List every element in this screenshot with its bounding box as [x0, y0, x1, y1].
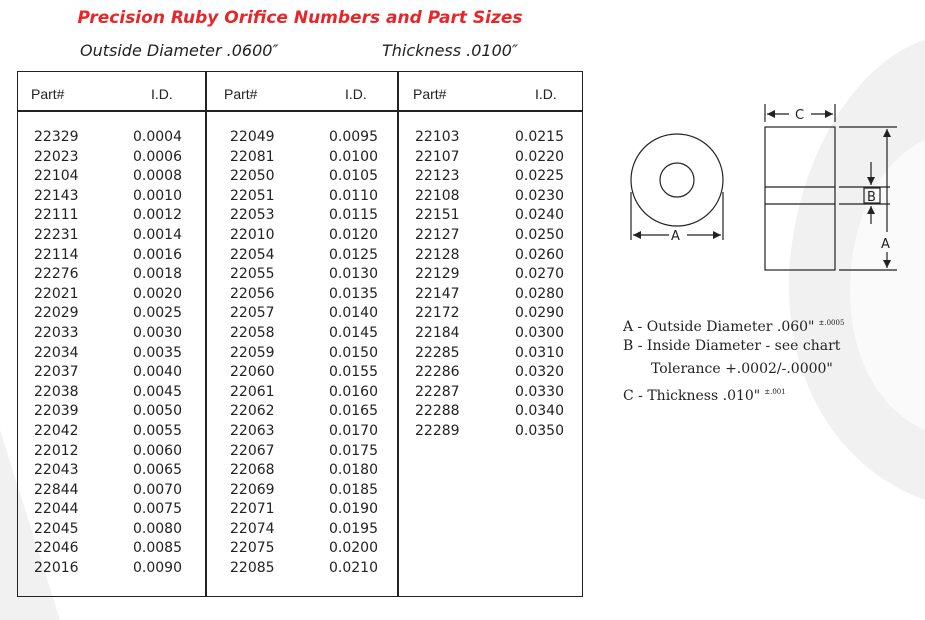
part-number-cell: 22053	[230, 207, 275, 224]
inside-diameter-cell: 0.0150	[329, 344, 378, 361]
part-number-cell: 22287	[415, 383, 460, 400]
dimension-notes	[623, 312, 844, 404]
part-number-cell: 22050	[230, 168, 275, 185]
header-id: I.D.	[345, 86, 367, 102]
inside-diameter-cell: 0.0016	[133, 246, 182, 263]
inside-diameter-cell: 0.0165	[329, 403, 378, 420]
inside-diameter-cell: 0.0014	[133, 226, 182, 243]
part-number-cell: 22123	[415, 168, 460, 185]
part-number-cell: 22038	[34, 383, 79, 400]
inside-diameter-cell: 0.0250	[515, 226, 564, 243]
dimension-c-label: C	[795, 108, 805, 123]
id-list	[329, 128, 378, 579]
header-divider	[18, 110, 582, 112]
inside-diameter-cell: 0.0105	[329, 168, 378, 185]
inside-diameter-cell: 0.0300	[515, 324, 564, 341]
header-part: Part#	[224, 86, 258, 102]
inside-diameter-cell: 0.0050	[133, 403, 182, 420]
part-number-cell: 22055	[230, 266, 275, 283]
inside-diameter-cell: 0.0185	[329, 481, 378, 498]
inside-diameter-cell: 0.0310	[515, 344, 564, 361]
column-divider	[397, 72, 399, 596]
inside-diameter-cell: 0.0075	[133, 501, 182, 518]
inside-diameter-cell: 0.0125	[329, 246, 378, 263]
part-number-cell: 22039	[34, 403, 79, 420]
header-part: Part#	[31, 86, 65, 102]
inside-diameter-cell: 0.0270	[515, 266, 564, 283]
inside-diameter-cell: 0.0225	[515, 168, 564, 185]
inside-diameter-cell: 0.0090	[133, 560, 182, 577]
inside-diameter-cell: 0.0004	[133, 129, 182, 145]
part-list	[34, 128, 79, 579]
inside-diameter-cell: 0.0240	[515, 207, 564, 224]
part-number-cell: 22085	[230, 560, 275, 577]
inside-diameter-cell: 0.0210	[329, 560, 378, 577]
id-list	[133, 128, 182, 579]
inside-diameter-cell: 0.0008	[133, 168, 182, 185]
part-number-cell: 22108	[415, 187, 460, 204]
part-number-cell: 22289	[415, 422, 460, 439]
dimension-b-label: B	[867, 190, 876, 205]
inside-diameter-cell: 0.0055	[133, 422, 182, 439]
part-number-cell: 22104	[34, 168, 79, 185]
part-number-cell: 22029	[34, 305, 79, 322]
inside-diameter-cell: 0.0220	[515, 148, 564, 165]
part-list	[230, 128, 275, 579]
part-number-cell: 22147	[415, 285, 460, 302]
inside-diameter-cell: 0.0100	[329, 148, 378, 165]
note-outside-diameter: A - Outside Diameter .060" $^{\pm.0005}$	[623, 319, 845, 335]
inside-diameter-cell: 0.0020	[133, 285, 182, 302]
note-thickness: C - Thickness .010" $^{\pm.001}$	[623, 388, 786, 404]
part-number-cell: 22016	[34, 560, 79, 577]
part-number-cell: 22128	[415, 246, 460, 263]
thickness-subtitle: Thickness .0100″	[382, 41, 518, 60]
part-number-cell: 22037	[34, 364, 79, 381]
part-number-cell: 22056	[230, 285, 275, 302]
part-number-cell: 22012	[34, 442, 79, 459]
inside-diameter-cell: 0.0035	[133, 344, 182, 361]
inside-diameter-cell: 0.0170	[329, 422, 378, 439]
inside-diameter-cell: 0.0025	[133, 305, 182, 322]
side-view-rect	[765, 127, 835, 270]
part-number-cell: 22068	[230, 462, 275, 479]
header-part: Part#	[413, 86, 447, 102]
inside-diameter-cell: 0.0330	[515, 383, 564, 400]
note-tolerance: Tolerance +.0002/-.0000"	[651, 361, 833, 377]
inside-diameter-cell: 0.0215	[515, 129, 564, 145]
inside-diameter-cell: 0.0040	[133, 364, 182, 381]
part-number-cell: 22049	[230, 129, 275, 145]
tolerance-thickness: ±.001	[764, 388, 786, 396]
outer-diameter-circle	[631, 134, 723, 226]
inside-diameter-cell: 0.0190	[329, 501, 378, 518]
inside-diameter-cell: 0.0130	[329, 266, 378, 283]
part-number-cell: 22034	[34, 344, 79, 361]
id-list	[515, 128, 564, 442]
part-number-cell: 22081	[230, 148, 275, 165]
part-number-cell: 22143	[34, 187, 79, 204]
inside-diameter-cell: 0.0180	[329, 462, 378, 479]
part-number-cell: 22184	[415, 324, 460, 341]
header-id: I.D.	[535, 86, 557, 102]
inside-diameter-cell: 0.0160	[329, 383, 378, 400]
part-number-cell: 22329	[34, 129, 79, 145]
outside-diameter-subtitle: Outside Diameter .0600″	[80, 41, 279, 60]
part-number-cell: 22021	[34, 285, 79, 302]
part-number-cell: 22286	[415, 364, 460, 381]
part-number-cell: 22127	[415, 226, 460, 243]
inside-diameter-cell: 0.0155	[329, 364, 378, 381]
inside-diameter-cell: 0.0018	[133, 266, 182, 283]
part-number-cell: 22069	[230, 481, 275, 498]
inside-diameter-cell: 0.0070	[133, 481, 182, 498]
part-number-cell: 22054	[230, 246, 275, 263]
inside-diameter-cell: 0.0120	[329, 226, 378, 243]
inside-diameter-cell: 0.0195	[329, 520, 378, 537]
part-number-cell: 22057	[230, 305, 275, 322]
note-inside-diameter: B - Inside Diameter - see chart	[623, 338, 841, 354]
part-number-cell: 22033	[34, 324, 79, 341]
part-number-cell: 22172	[415, 305, 460, 322]
part-number-cell: 22111	[34, 207, 79, 224]
part-number-cell: 22058	[230, 324, 275, 341]
part-number-cell: 22061	[230, 383, 275, 400]
part-number-cell: 22062	[230, 403, 275, 420]
inside-diameter-cell: 0.0290	[515, 305, 564, 322]
inside-diameter-cell: 0.0060	[133, 442, 182, 459]
inside-diameter-cell: 0.0065	[133, 462, 182, 479]
part-number-cell: 22071	[230, 501, 275, 518]
inside-diameter-cell: 0.0115	[329, 207, 378, 224]
inside-diameter-cell: 0.0340	[515, 403, 564, 420]
part-number-cell: 22075	[230, 540, 275, 557]
inside-diameter-cell: 0.0095	[329, 129, 378, 145]
part-number-cell: 22042	[34, 422, 79, 439]
inside-diameter-cell: 0.0110	[329, 187, 378, 204]
column-divider	[205, 72, 207, 596]
inside-diameter-cell: 0.0230	[515, 187, 564, 204]
part-number-cell: 22129	[415, 266, 460, 283]
part-number-cell: 22060	[230, 364, 275, 381]
part-number-cell: 22844	[34, 481, 79, 498]
page-title: Precision Ruby Orifice Numbers and Part Sizes	[77, 8, 523, 28]
inside-diameter-cell: 0.0145	[329, 324, 378, 341]
dimension-a-label: A	[671, 229, 680, 244]
inside-diameter-cell: 0.0200	[329, 540, 378, 557]
part-number-cell: 22067	[230, 442, 275, 459]
part-number-cell: 22059	[230, 344, 275, 361]
orifice-diagram	[615, 92, 905, 282]
inside-diameter-cell: 0.0260	[515, 246, 564, 263]
part-number-cell: 22288	[415, 403, 460, 420]
part-number-cell: 22074	[230, 520, 275, 537]
part-number-cell: 22107	[415, 148, 460, 165]
part-number-cell: 22276	[34, 266, 79, 283]
inside-diameter-cell: 0.0045	[133, 383, 182, 400]
part-number-cell: 22044	[34, 501, 79, 518]
part-number-cell: 22151	[415, 207, 460, 224]
part-size-table	[17, 71, 583, 597]
inside-diameter-cell: 0.0010	[133, 187, 182, 204]
inside-diameter-cell: 0.0030	[133, 324, 182, 341]
part-number-cell: 22063	[230, 422, 275, 439]
part-number-cell: 22285	[415, 344, 460, 361]
tolerance-outside-diameter: ±.0005	[818, 319, 845, 327]
part-list	[415, 128, 460, 442]
inside-diameter-cell: 0.0320	[515, 364, 564, 381]
part-number-cell: 22023	[34, 148, 79, 165]
inside-diameter-cell: 0.0012	[133, 207, 182, 224]
part-number-cell: 22010	[230, 226, 275, 243]
inside-diameter-cell: 0.0135	[329, 285, 378, 302]
part-number-cell: 22103	[415, 129, 460, 145]
part-number-cell: 22043	[34, 462, 79, 479]
inside-diameter-cell: 0.0280	[515, 285, 564, 302]
part-number-cell: 22114	[34, 246, 79, 263]
inner-diameter-circle	[660, 163, 694, 197]
inside-diameter-cell: 0.0085	[133, 540, 182, 557]
part-number-cell: 22051	[230, 187, 275, 204]
inside-diameter-cell: 0.0006	[133, 148, 182, 165]
part-number-cell: 22045	[34, 520, 79, 537]
inside-diameter-cell: 0.0175	[329, 442, 378, 459]
inside-diameter-cell: 0.0350	[515, 422, 564, 439]
inside-diameter-cell: 0.0140	[329, 305, 378, 322]
header-id: I.D.	[151, 86, 173, 102]
dimension-a-label: A	[881, 237, 890, 252]
part-number-cell: 22231	[34, 226, 79, 243]
inside-diameter-cell: 0.0080	[133, 520, 182, 537]
part-number-cell: 22046	[34, 540, 79, 557]
